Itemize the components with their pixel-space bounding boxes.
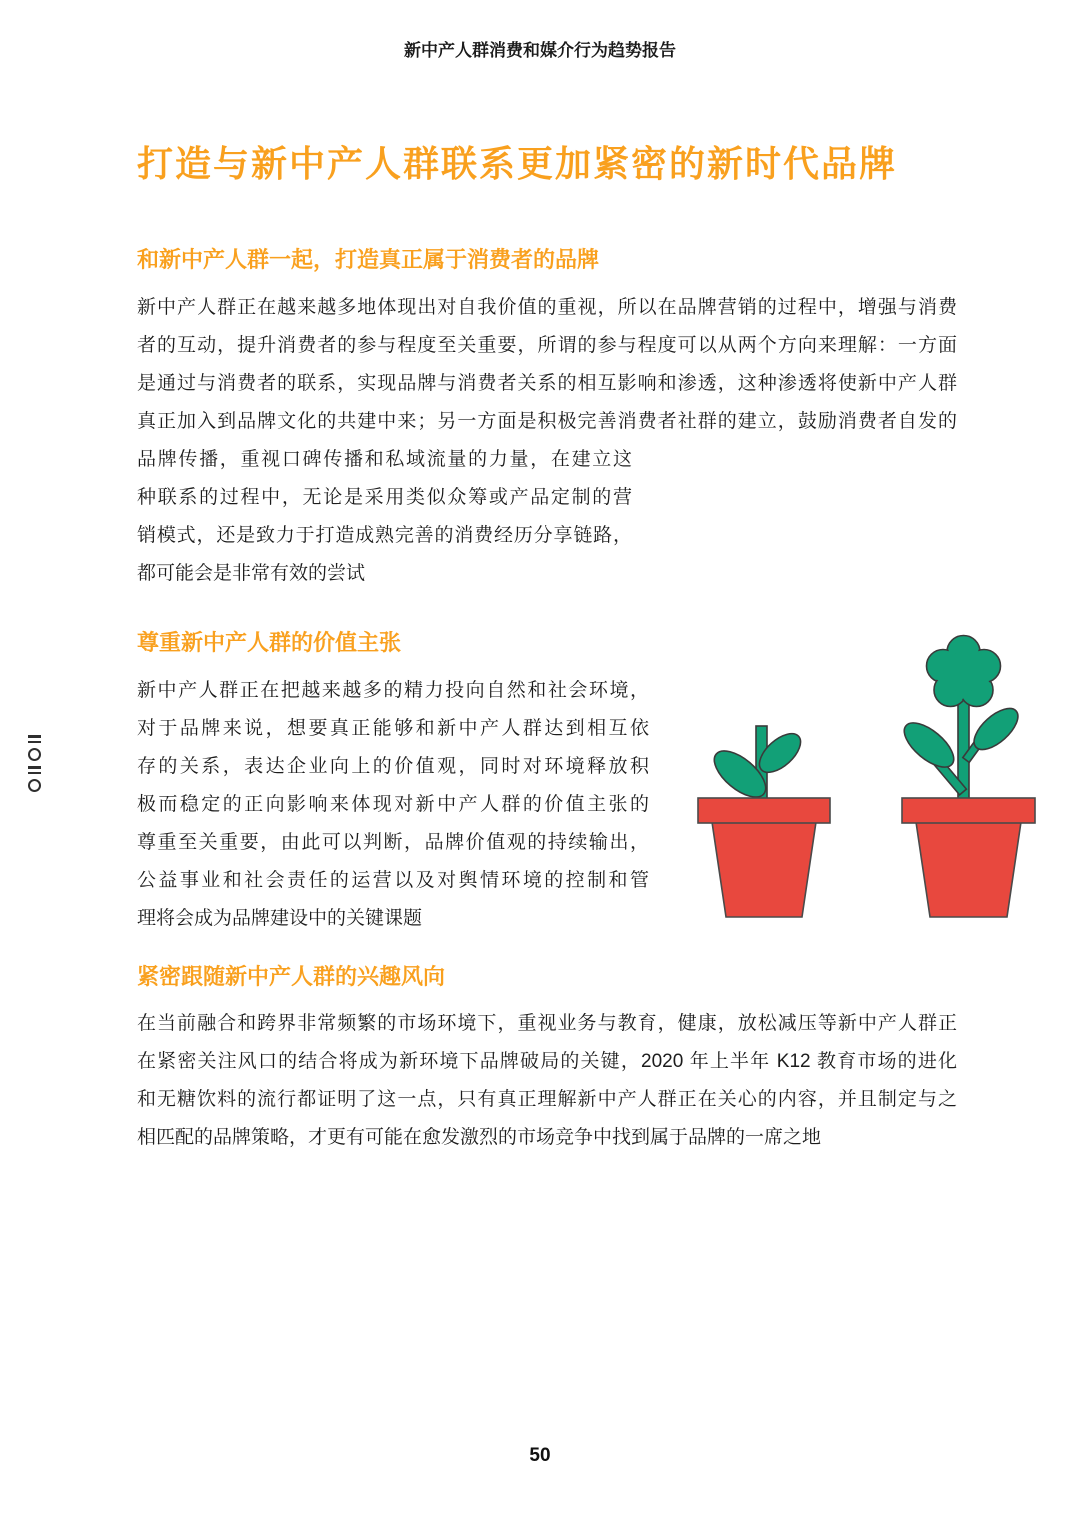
text-line: 者的互动，提升消费者的参与程度至关重要，所谓的参与程度可以从两个方向来理解：一方面 — [137, 335, 957, 356]
left-flower-pot-icon — [698, 798, 830, 917]
text-line: 真正加入到品牌文化的共建中来；另一方面是积极完善消费者社群的建立，鼓励消费者自发的 — [137, 411, 957, 432]
double-bar-icon — [28, 766, 41, 774]
section-heading-interest-trends: 紧密跟随新中产人群的兴趣风向 — [137, 964, 446, 989]
flower-plant-icon — [897, 636, 1025, 807]
text-line: 在当前融合和跨界非常频繁的市场环境下，重视业务与教育，健康，放松减压等新中产人群正 — [137, 1013, 957, 1034]
text-line: 存的关系，表达企业向上的价值观，同时对环境释放积 — [137, 756, 649, 777]
text-line: 新中产人群正在把越来越多的精力投向自然和社会环境， — [137, 680, 649, 701]
text-line: 在紧密关注风口的结合将成为新环境下品牌破局的关键，2020 年上半年 K12 教育市场的进化 — [137, 1051, 957, 1072]
double-bar-icon — [28, 735, 41, 743]
section-heading-consumer-brand: 和新中产人群一起，打造真正属于消费者的品牌 — [137, 247, 600, 272]
text-line: 理将会成为品牌建设中的关键课题 — [137, 908, 423, 929]
paragraph-1-full-width — [137, 289, 957, 441]
right-flower-pot-icon — [902, 798, 1035, 917]
text-line: 和无糖饮料的流行都证明了这一点，只有真正理解新中产人群正在关心的内容，并且制定与之 — [137, 1089, 957, 1110]
text-line: 品牌传播，重视口碑传播和私域流量的力量，在建立这 — [137, 449, 632, 470]
text-line: 公益事业和社会责任的运营以及对舆情环境的控制和管 — [137, 870, 649, 891]
page-edge-marker — [26, 735, 43, 792]
page-number: 50 — [529, 1445, 551, 1466]
paragraph-1-narrow — [137, 441, 632, 593]
flower-blossom-icon — [927, 636, 1001, 707]
paragraph-3 — [137, 1005, 957, 1157]
text-line: 种联系的过程中，无论是采用类似众筹或产品定制的营 — [137, 487, 632, 508]
section-heading-value-proposition: 尊重新中产人群的价值主张 — [137, 630, 402, 655]
page-title: 打造与新中产人群联系更加紧密的新时代品牌 — [137, 143, 898, 184]
circle-icon — [28, 779, 41, 792]
text-line: 尊重至关重要，由此可以判断，品牌价值观的持续输出， — [137, 832, 649, 853]
text-line: 销模式，还是致力于打造成熟完善的消费经历分享链路， — [137, 525, 632, 546]
paragraph-2 — [137, 672, 649, 938]
circle-icon — [28, 748, 41, 761]
text-line: 相匹配的品牌策略，才更有可能在愈发激烈的市场竞争中找到属于品牌的一席之地 — [137, 1127, 822, 1148]
text-line: 是通过与消费者的联系，实现品牌与消费者关系的相互影响和渗透，这种渗透将使新中产人群 — [137, 373, 957, 394]
document-header-title: 新中产人群消费和媒介行为趋势报告 — [404, 41, 676, 60]
text-line: 极而稳定的正向影响来体现对新中产人群的价值主张的 — [137, 794, 649, 815]
sprout-plant-icon — [707, 726, 808, 806]
text-line: 对于品牌来说，想要真正能够和新中产人群达到相互依 — [137, 718, 649, 739]
text-line: 新中产人群正在越来越多地体现出对自我价值的重视，所以在品牌营销的过程中，增强与消费 — [137, 297, 957, 318]
potted-plants-illustration — [690, 630, 1070, 922]
text-line: 都可能会是非常有效的尝试 — [137, 563, 366, 584]
